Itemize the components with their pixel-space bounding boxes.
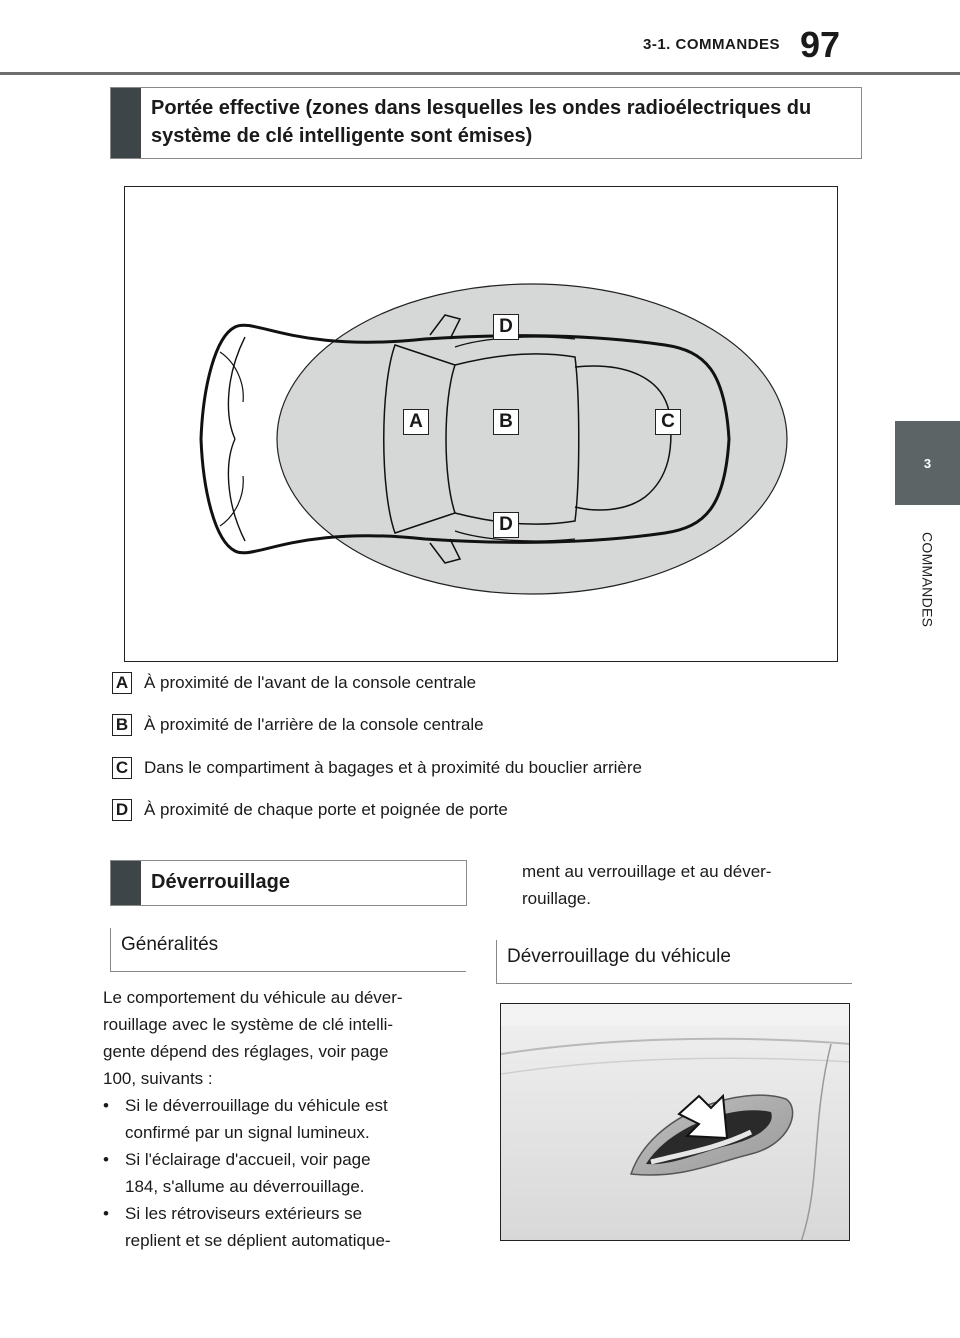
legend-letter: B bbox=[112, 714, 132, 736]
generalites-body: Le comportement du véhicule au déver- rouillage avec le système de clé intelli- gente dépend des réglages, voir page 100, suivants : • Si le déverrouillage du véhicule est confirmé par un signal lumineux. • Si l'éclairage d'accueil, voir page 184, s'allume au déverrouillage. • Si les rétroviseurs extérieurs se replient et se déplient automatique- bbox=[103, 984, 473, 1254]
page-number: 97 bbox=[800, 24, 841, 65]
bullet-item: • Si les rétroviseurs extérieurs se replient et se déplient automatique- bbox=[103, 1200, 473, 1254]
bullet-marker: • bbox=[103, 1150, 109, 1169]
section-heading-range bbox=[110, 87, 862, 159]
door-handle-illustration bbox=[500, 1003, 850, 1241]
legend-letter: D bbox=[112, 799, 132, 821]
legend-text: À proximité de l'arrière de la console centrale bbox=[144, 715, 484, 734]
legend-item bbox=[112, 712, 832, 738]
zone-label-a: A bbox=[403, 409, 429, 435]
section-heading-unlock bbox=[110, 860, 467, 906]
chapter-label: COMMANDES bbox=[919, 532, 936, 628]
zone-label-d-top: D bbox=[493, 314, 519, 340]
legend-item bbox=[112, 797, 832, 823]
continuation-text: ment au verrouillage et au déver- rouillage. bbox=[522, 862, 772, 908]
zone-label-d-bottom: D bbox=[493, 512, 519, 538]
chapter-tab bbox=[895, 421, 960, 505]
chapter-number: 3 bbox=[923, 455, 932, 471]
legend-text: À proximité de l'avant de la console centrale bbox=[144, 673, 477, 692]
door-handle-drawing bbox=[501, 1004, 850, 1241]
car-top-view-illustration bbox=[125, 187, 839, 663]
bullet-item: • Si l'éclairage d'accueil, voir page 184, s'allume au déverrouillage. bbox=[103, 1146, 473, 1200]
zone-label-c: C bbox=[655, 409, 681, 435]
zone-diagram bbox=[124, 186, 838, 662]
section-header: 3-1. COMMANDES bbox=[642, 36, 780, 53]
legend-item bbox=[112, 670, 832, 696]
subheading-generalites: Généralités bbox=[110, 928, 466, 972]
zone-label-b: B bbox=[493, 409, 519, 435]
legend-text: Dans le compartiment à bagages et à proximité du bouclier arrière bbox=[144, 758, 642, 777]
header-rule bbox=[0, 72, 960, 75]
section-heading-unlock-text: Déverrouillage bbox=[151, 871, 290, 893]
bullet-item: • Si le déverrouillage du véhicule est confirmé par un signal lumineux. bbox=[103, 1092, 473, 1146]
legend-text: À proximité de chaque porte et poignée de porte bbox=[144, 800, 508, 819]
legend-letter: C bbox=[112, 757, 132, 779]
bullet-marker: • bbox=[103, 1204, 109, 1223]
legend-letter: A bbox=[112, 672, 132, 694]
subheading-unlock-vehicle: Déverrouillage du véhicule bbox=[496, 940, 852, 984]
legend-item bbox=[112, 755, 832, 781]
bullet-marker: • bbox=[103, 1096, 109, 1115]
section-heading-range-text: Portée effective (zones dans lesquelles les ondes radioélectriques du système de clé intelligente sont émises) bbox=[151, 97, 812, 147]
